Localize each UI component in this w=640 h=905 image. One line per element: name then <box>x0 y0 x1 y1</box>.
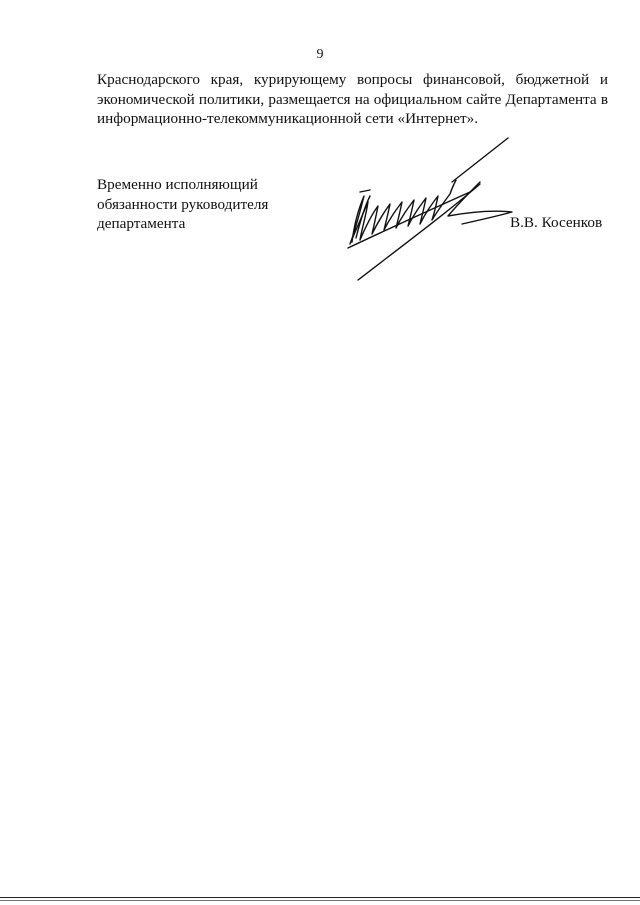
bottom-scan-edge-secondary <box>0 900 640 901</box>
bottom-scan-edge <box>0 897 640 898</box>
body-line-1: Краснодарского края, курирующему вопросы финансовой, бюджетной и <box>97 71 608 88</box>
page-number: 9 <box>316 47 324 62</box>
signer-title-line-1: Временно исполняющий <box>97 176 258 193</box>
body-line-3: информационно-телекоммуникационной сети «Интернет». <box>97 110 479 127</box>
body-line-2: экономической политики, размещается на официальном сайте Департамента в <box>97 90 608 108</box>
signer-title-line-3: департамента <box>97 215 186 232</box>
signer-title <box>97 175 268 234</box>
signer-name: В.В. Косенков <box>510 214 603 231</box>
signer-title-line-2: обязанности руководителя <box>97 195 269 213</box>
body-paragraph <box>97 70 608 129</box>
handwritten-signature <box>330 130 520 290</box>
